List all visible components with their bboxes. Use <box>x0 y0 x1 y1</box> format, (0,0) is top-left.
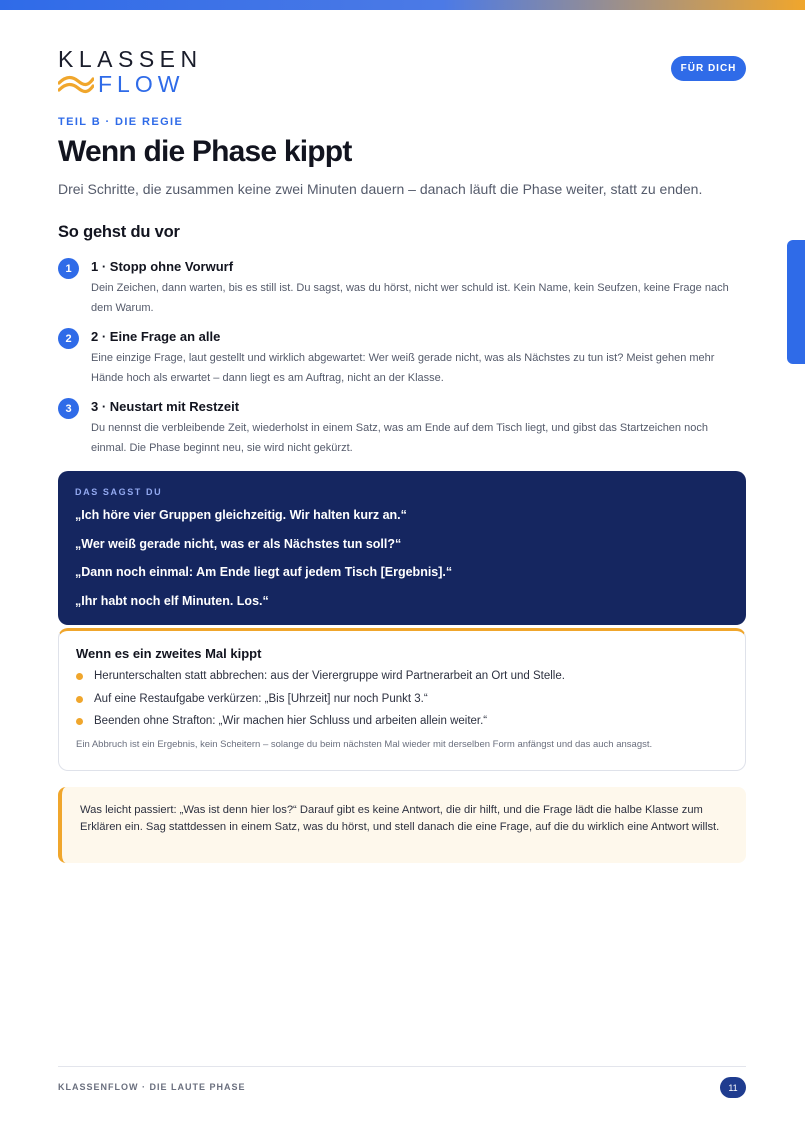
logo-word-bottom: FLOW <box>98 71 185 97</box>
side-bookmark-tab[interactable] <box>787 240 805 364</box>
quote-box-label: DAS SAGST DU <box>75 487 163 497</box>
page-number: 11 <box>720 1077 746 1098</box>
page-title: Wenn die Phase kippt <box>58 135 352 168</box>
footer-divider <box>58 1066 746 1067</box>
list-item <box>76 714 728 728</box>
step-body: Eine einzige Frage, laut gestellt und wirklich abgewartet: Wer weiß gerade nicht, was als Nächstes zu tun ist? Meist gehen mehr Hände hoch als erwartet – dann liegt es am Auftrag, nicht an der Klasse. <box>91 352 715 384</box>
step-number-badge: 3 <box>58 398 79 419</box>
second-box-note: Ein Abbruch ist ein Ergebnis, kein Scheitern – solange du beim nächsten Mal wieder mit derselben Form anfängst und das auch ansagst. <box>76 739 653 750</box>
second-time-box <box>58 628 746 771</box>
quote-line: „Wer weiß gerade nicht, was er als Nächstes tun soll?“ <box>75 536 402 551</box>
bullet-text: Beenden ohne Strafton: „Wir machen hier Schluss und arbeiten allein weiter.“ <box>94 715 488 727</box>
quote-line: „Dann noch einmal: Am Ende liegt auf jedem Tisch [Ergebnis].“ <box>75 565 453 579</box>
quote-line: „Ich höre vier Gruppen gleichzeitig. Wir halten kurz an.“ <box>75 508 407 522</box>
logo-word-top: KLASSEN <box>58 46 203 72</box>
bullet-dot-icon <box>76 696 83 703</box>
step-body: Dein Zeichen, dann warten, bis es still ist. Du sagst, was du hörst, nicht wer schuld ist. Kein Name, kein Seufzen, keine Frage nach dem Warum. <box>91 282 729 314</box>
list-item <box>76 692 728 706</box>
footer-label: KLASSENFLOW · DIE LAUTE PHASE <box>58 1082 246 1092</box>
bullet-dot-icon <box>76 718 83 725</box>
second-box-title: Wenn es ein zweites Mal kippt <box>76 646 262 661</box>
page-subtitle: Drei Schritte, die zusammen keine zwei Minuten dauern – danach läuft die Phase weiter, statt zu enden. <box>58 181 703 197</box>
bullet-dot-icon <box>76 673 83 680</box>
quote-line: „Ihr habt noch elf Minuten. Los.“ <box>75 593 269 608</box>
step-title: 3 · Neustart mit Restzeit <box>91 399 240 414</box>
logo-wave-icon <box>58 75 94 95</box>
warning-callout: Was leicht passiert: „Was ist denn hier los?“ Darauf gibt es keine Antwort, die dir hilft, und die Frage lädt die halbe Klasse zum Erklären ein. Sag stattdessen in einem Satz, was du hörst, und stell danach die eine Frage, auf die du wirklich eine Antwort willst. <box>58 787 746 863</box>
bullet-text: Herunterschalten statt abbrechen: aus der Vierergruppe wird Partnerarbeit an Ort und Stelle. <box>94 670 565 682</box>
klassenflow-logo <box>58 46 203 97</box>
audience-badge: FÜR DICH <box>671 56 746 81</box>
bullet-text: Auf eine Restaufgabe verkürzen: „Bis [Uhrzeit] nur noch Punkt 3.“ <box>94 692 428 705</box>
step-number-badge: 1 <box>58 258 79 279</box>
step-title: 1 · Stopp ohne Vorwurf <box>91 259 234 274</box>
section-kicker: TEIL B · DIE REGIE <box>58 116 184 128</box>
script-quote-box <box>58 471 746 625</box>
steps-heading: So gehst du vor <box>58 223 180 241</box>
list-item <box>76 669 728 683</box>
top-accent-bar <box>0 0 805 10</box>
step-number-badge: 2 <box>58 328 79 349</box>
step-title: 2 · Eine Frage an alle <box>91 329 221 344</box>
step-body: Du nennst die verbleibende Zeit, wiederholst in einem Satz, was am Ende auf dem Tisch liegt, und gibst das Startzeichen noch einmal. Die Phase beginnt neu, sie wird nicht gekürzt. <box>91 422 708 454</box>
